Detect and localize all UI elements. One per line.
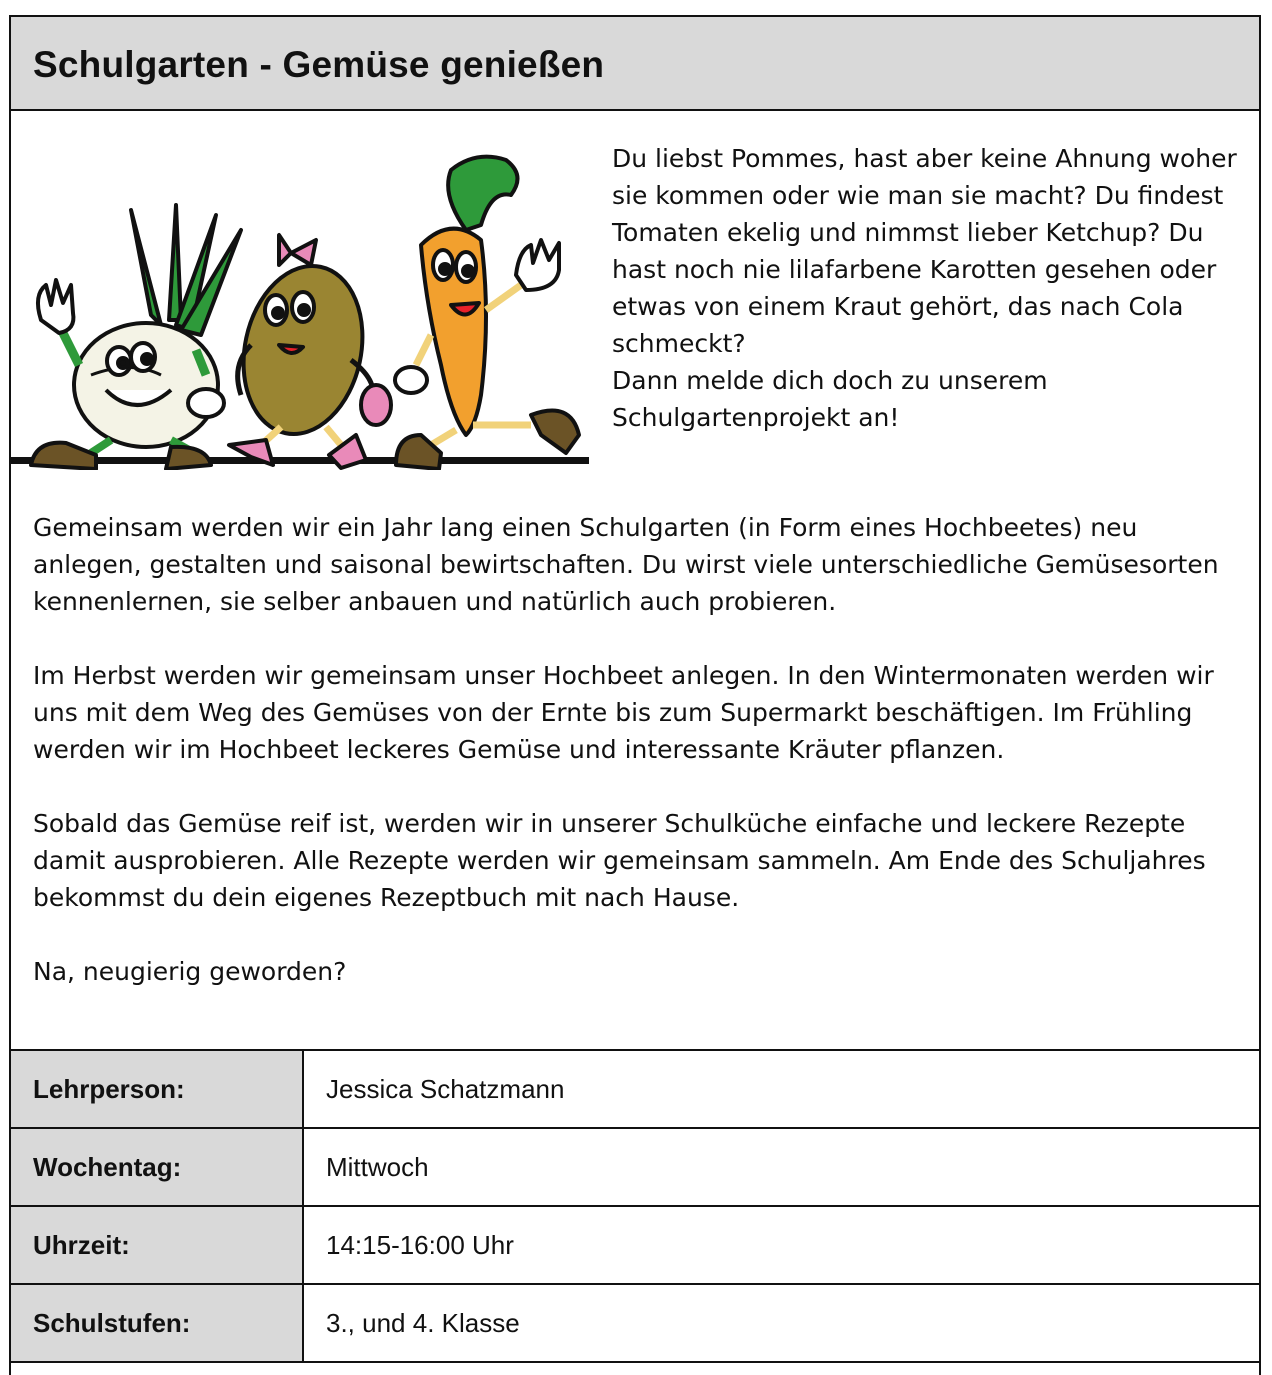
description-text bbox=[33, 509, 1248, 1027]
potato-character bbox=[229, 235, 391, 468]
title-bar bbox=[11, 17, 1259, 111]
description-paragraph: Gemeinsam werden wir ein Jahr lang einen Schulgarten (in Form eines Hochbeetes) neu anlegen, gestalten und saisonal bewirtschaften. Du wirst viele unterschiedliche Gemüsesorten kennenlernen, sie selber anbauen und natürlich auch probieren. bbox=[33, 513, 1219, 616]
table-row bbox=[10, 1050, 1260, 1128]
document-page bbox=[9, 15, 1261, 1375]
info-value: Jessica Schatzmann bbox=[303, 1050, 1260, 1128]
info-value: Mittwoch bbox=[303, 1128, 1260, 1206]
info-value: 3., und 4. Klasse bbox=[303, 1284, 1260, 1362]
course-info-table bbox=[9, 1049, 1261, 1363]
info-label: Lehrperson: bbox=[10, 1050, 303, 1128]
info-label: Wochentag: bbox=[10, 1128, 303, 1206]
intro-text bbox=[612, 140, 1252, 436]
description-paragraph: Sobald das Gemüse reif ist, werden wir in unserer Schulküche einfache und leckere Rezepte damit ausprobieren. Alle Rezepte werden wir gemeinsam sammeln. Am Ende des Schuljahres bekommst du dein eigenes Rezeptbuch mit nach Hause. bbox=[33, 809, 1206, 912]
closing-question: Na, neugierig geworden? bbox=[33, 957, 347, 986]
table-row bbox=[10, 1206, 1260, 1284]
info-value: 14:15-16:00 Uhr bbox=[303, 1206, 1260, 1284]
intro-call-to-action: Dann melde dich doch zu unserem Schulgartenprojekt an! bbox=[612, 366, 1048, 432]
onion-character bbox=[31, 205, 241, 469]
description-paragraph: Im Herbst werden wir gemeinsam unser Hochbeet anlegen. In den Wintermonaten werden wir uns mit dem Weg des Gemüses von der Ernte bis zum Supermarkt beschäftigen. Im Frühling werden wir im Hochbeet leckeres Gemüse und interessante Kräuter pflanzen. bbox=[33, 661, 1214, 764]
carrot-character bbox=[395, 157, 579, 469]
intro-paragraph: Du liebst Pommes, hast aber keine Ahnung woher sie kommen oder wie man sie macht? Du findest Tomaten ekelig und nimmst lieber Ketchup? Du hast noch nie lilafarbene Karotten gesehen oder etwas von einem Kraut gehört, das nach Cola schmeckt? bbox=[612, 144, 1237, 358]
table-row bbox=[10, 1284, 1260, 1362]
table-row bbox=[10, 1128, 1260, 1206]
page-title: Schulgarten - Gemüse genießen bbox=[33, 44, 605, 85]
info-label: Schulstufen: bbox=[10, 1284, 303, 1362]
vegetable-characters-illustration bbox=[11, 135, 589, 470]
info-label: Uhrzeit: bbox=[10, 1206, 303, 1284]
